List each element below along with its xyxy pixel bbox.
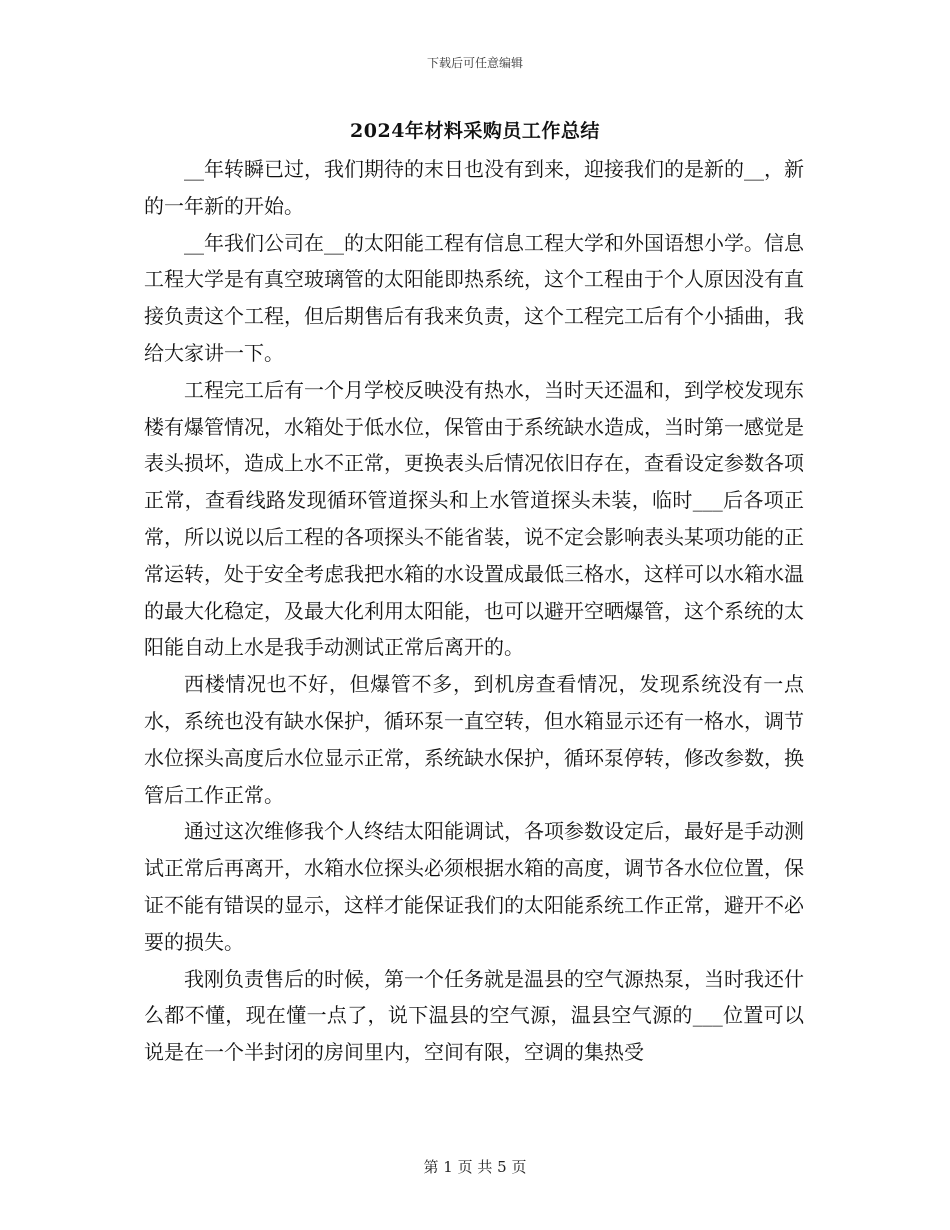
paragraph-1: __年转瞬已过，我们期待的末日也没有到来，迎接我们的是新的__，新的一年新的开始。 bbox=[144, 157, 804, 218]
paragraph-2: __年我们公司在__的太阳能工程有信息工程大学和外国语想小学。信息工程大学是有真空玻璃管的太阳能即热系统，这个工程由于个人原因没有直接负责这个工程，但后期售后有我来负责，这个工程完工后有个小插曲，我给大家讲一下。 bbox=[144, 230, 804, 365]
document-body bbox=[144, 151, 804, 1071]
paragraph-5: 通过这次维修我个人终结太阳能调试，各项参数设定后，最好是手动测试正常后再离开，水箱水位探头必须根据水箱的高度，调节各水位位置，保证不能有错误的显示，这样才能保证我们的太阳能系统工作正常，避开不必要的损失。 bbox=[144, 819, 804, 954]
document-title: 2024年材料采购员工作总结 bbox=[350, 120, 600, 142]
paragraph-4: 西楼情况也不好，但爆管不多，到机房查看情况，发现系统没有一点水，系统也没有缺水保护，循环泵一直空转，但水箱显示还有一格水，调节水位探头高度后水位显示正常，系统缺水保护，循环泵停转，修改参数，换管后工作正常。 bbox=[144, 672, 804, 807]
page-number-footer: 第 1 页 共 5 页 bbox=[423, 1158, 527, 1176]
paragraph-3: 工程完工后有一个月学校反映没有热水，当时天还温和，到学校发现东楼有爆管情况，水箱处于低水位，保管由于系统缺水造成，当时第一感觉是表头损坏，造成上水不正常，更换表头后情况依旧存在，查看设定参数各项正常，查看线路发现循环管道探头和上水管道探头未装，临时___后各项正常，所以说以后工程的各项探头不能省装，说不定会影响表头某项功能的正常运转，处于安全考虑我把水箱的水设置成最低三格水，这样可以水箱水温的最大化稳定，及最大化利用太阳能，也可以避开空晒爆管，这个系统的太阳能自动上水是我手动测试正常后离开的。 bbox=[144, 377, 804, 660]
page-header-note: 下载后可任意编辑 bbox=[426, 56, 523, 70]
paragraph-6: 我刚负责售后的时候，第一个任务就是温县的空气源热泵，当时我还什么都不懂，现在懂一点了，说下温县的空气源，温县空气源的___位置可以说是在一个半封闭的房间里内，空间有限，空调的集热受 bbox=[144, 966, 804, 1065]
